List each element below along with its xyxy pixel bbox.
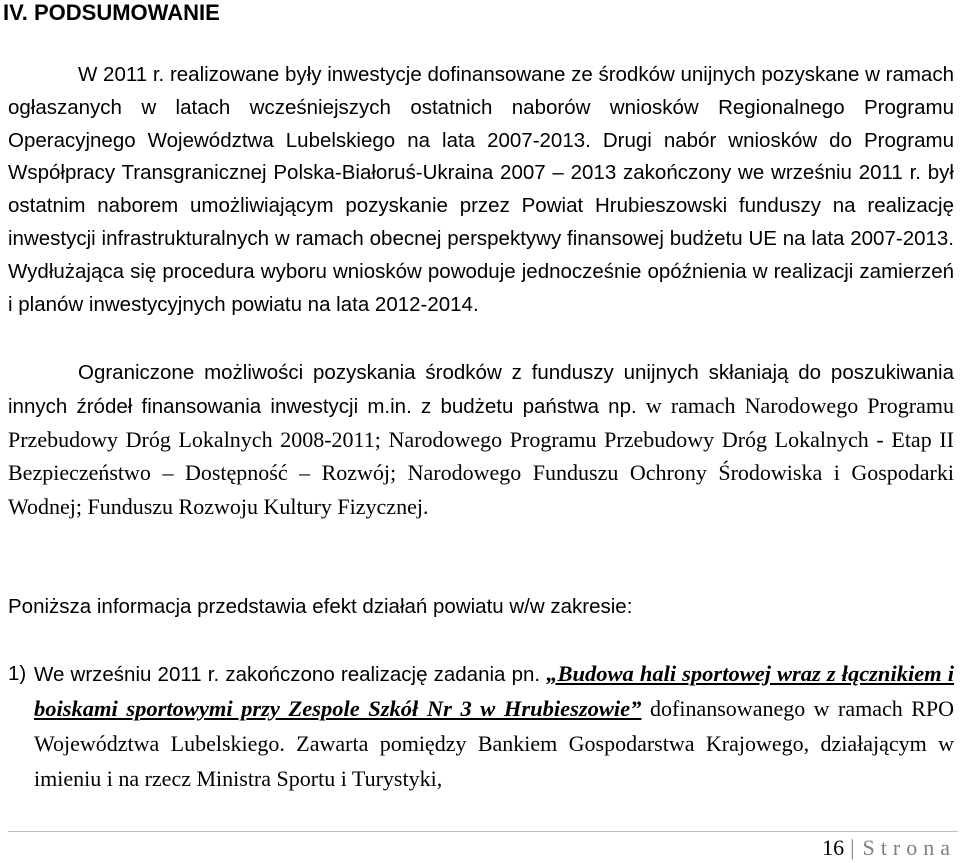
- info-line: Poniższa informacja przedstawia efekt działań powiatu w/w zakresie:: [8, 595, 633, 618]
- paragraph-funding-serif: w ramach Narodowego Programu Przebudowy Dróg Lokalnych 2008-2011; Narodowego Programu Przebudowy Dróg Lokalnych - Etap II Bezpieczeństwo – Dostępność – Rozwój; Narodowego Funduszu Ochrony Środowiska i Gospodarki Wodnej; Funduszu Rozwoju Kultury Fizycznej.: [8, 392, 954, 520]
- section-heading: IV. PODSUMOWANIE: [3, 0, 220, 25]
- list-item-title: „Budowa hali sportowej wraz z łącznikiem i boiskami sportowymi przy Zespole Szkół Nr 3 w Hrubieszowie”: [34, 661, 955, 721]
- list-item-intro: We wrześniu 2011 r. zakończono realizację zadania pn.: [34, 663, 541, 686]
- page-label: Strona: [862, 835, 956, 860]
- page-number: 16: [822, 835, 845, 860]
- page-footer: [822, 833, 956, 863]
- list-item-number: 1): [8, 662, 27, 685]
- list-item-rest: dofinansowanego w ramach RPO Województwa Lubelskiego. Zawarta pomiędzy Bankiem Gospodarstwa Krajowego, działającym w imieniu i na rzecz Ministra Sportu i Turystyki,: [34, 696, 954, 791]
- numbered-list: [8, 657, 954, 797]
- footer-separator: |: [850, 835, 855, 860]
- paragraph-summary: W 2011 r. realizowane były inwestycje dofinansowane ze środków unijnych pozyskane w ramach ogłaszanych w latach wcześniejszych ostatnich naborów wniosków Regionalnego Programu Operacyjnego Województwa Lubelskiego na lata 2007-2013. Drugi nabór wniosków do Programu Współpracy Transgranicznej Polska-Białoruś-Ukraina 2007 – 2013 zakończony we wrześniu 2011 r. był ostatnim naborem umożliwiającym pozyskanie przez Powiat Hrubieszowski funduszy na realizację inwestycji infrastrukturalnych w ramach obecnej perspektywy finansowej budżetu UE na lata 2007-2013. Wydłużająca się procedura wyboru wniosków powoduje jednocześnie opóźnienia w realizacji zamierzeń i planów inwestycyjnych powiatu na lata 2012-2014.: [8, 63, 954, 316]
- footer-divider: [8, 831, 958, 832]
- paragraph-funding: [8, 357, 954, 525]
- paragraph-funding-sans: Ograniczone możliwości pozyskania środków z funduszy unijnych skłaniają do poszukiwania innych źródeł finansowania inwestycji m.in. z budżetu państwa np.: [8, 361, 954, 418]
- list-item: [34, 657, 954, 797]
